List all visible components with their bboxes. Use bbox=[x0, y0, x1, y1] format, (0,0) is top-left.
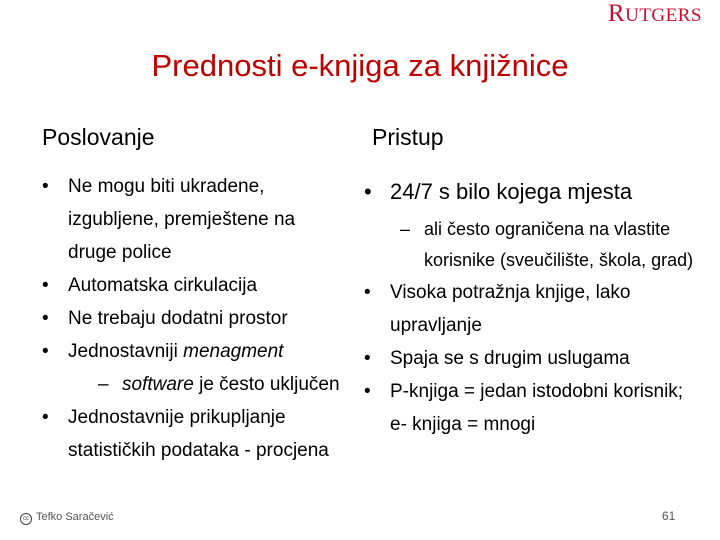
left-column-heading: Poslovanje bbox=[42, 124, 155, 150]
left-column-list bbox=[42, 170, 342, 467]
list-item: • Ne mogu biti ukradene, izgubljene, premještene na druge police bbox=[42, 176, 296, 263]
list-item: • Automatska cirkulacija bbox=[42, 275, 258, 296]
right-column-heading: Pristup bbox=[372, 124, 444, 150]
sub-list-item: – ali često ograničena na vlastite korisnike (sveučilište, škola, grad) bbox=[400, 219, 694, 270]
page-number: 61 bbox=[662, 509, 676, 523]
rutgers-logo: RUTGERS bbox=[607, 0, 702, 27]
list-item: • Visoka potražnja knjige, lako upravljanje bbox=[364, 282, 631, 336]
list-item: • Ne trebaju dodatni prostor bbox=[42, 308, 288, 329]
list-item: • 24/7 s bilo kojega mjesta bbox=[364, 179, 633, 204]
list-item: • Jednostavniji menagment bbox=[42, 341, 284, 362]
list-item: • P-knjiga = jedan istodobni korisnik; e- knjiga = mnogi bbox=[364, 381, 684, 435]
slide-title: Prednosti e-knjiga za knjižnice bbox=[151, 48, 569, 83]
list-item: • Jednostavnije prikupljanje statističkih podataka - procjena bbox=[42, 407, 329, 461]
footer-author: Tefko Saračević bbox=[36, 511, 114, 523]
list-item: • Spaja se s drugim uslugama bbox=[364, 348, 630, 369]
right-column-list bbox=[364, 170, 694, 441]
sub-list-item: – software je često uključen bbox=[98, 374, 340, 395]
creative-commons-icon: cc bbox=[20, 513, 32, 525]
